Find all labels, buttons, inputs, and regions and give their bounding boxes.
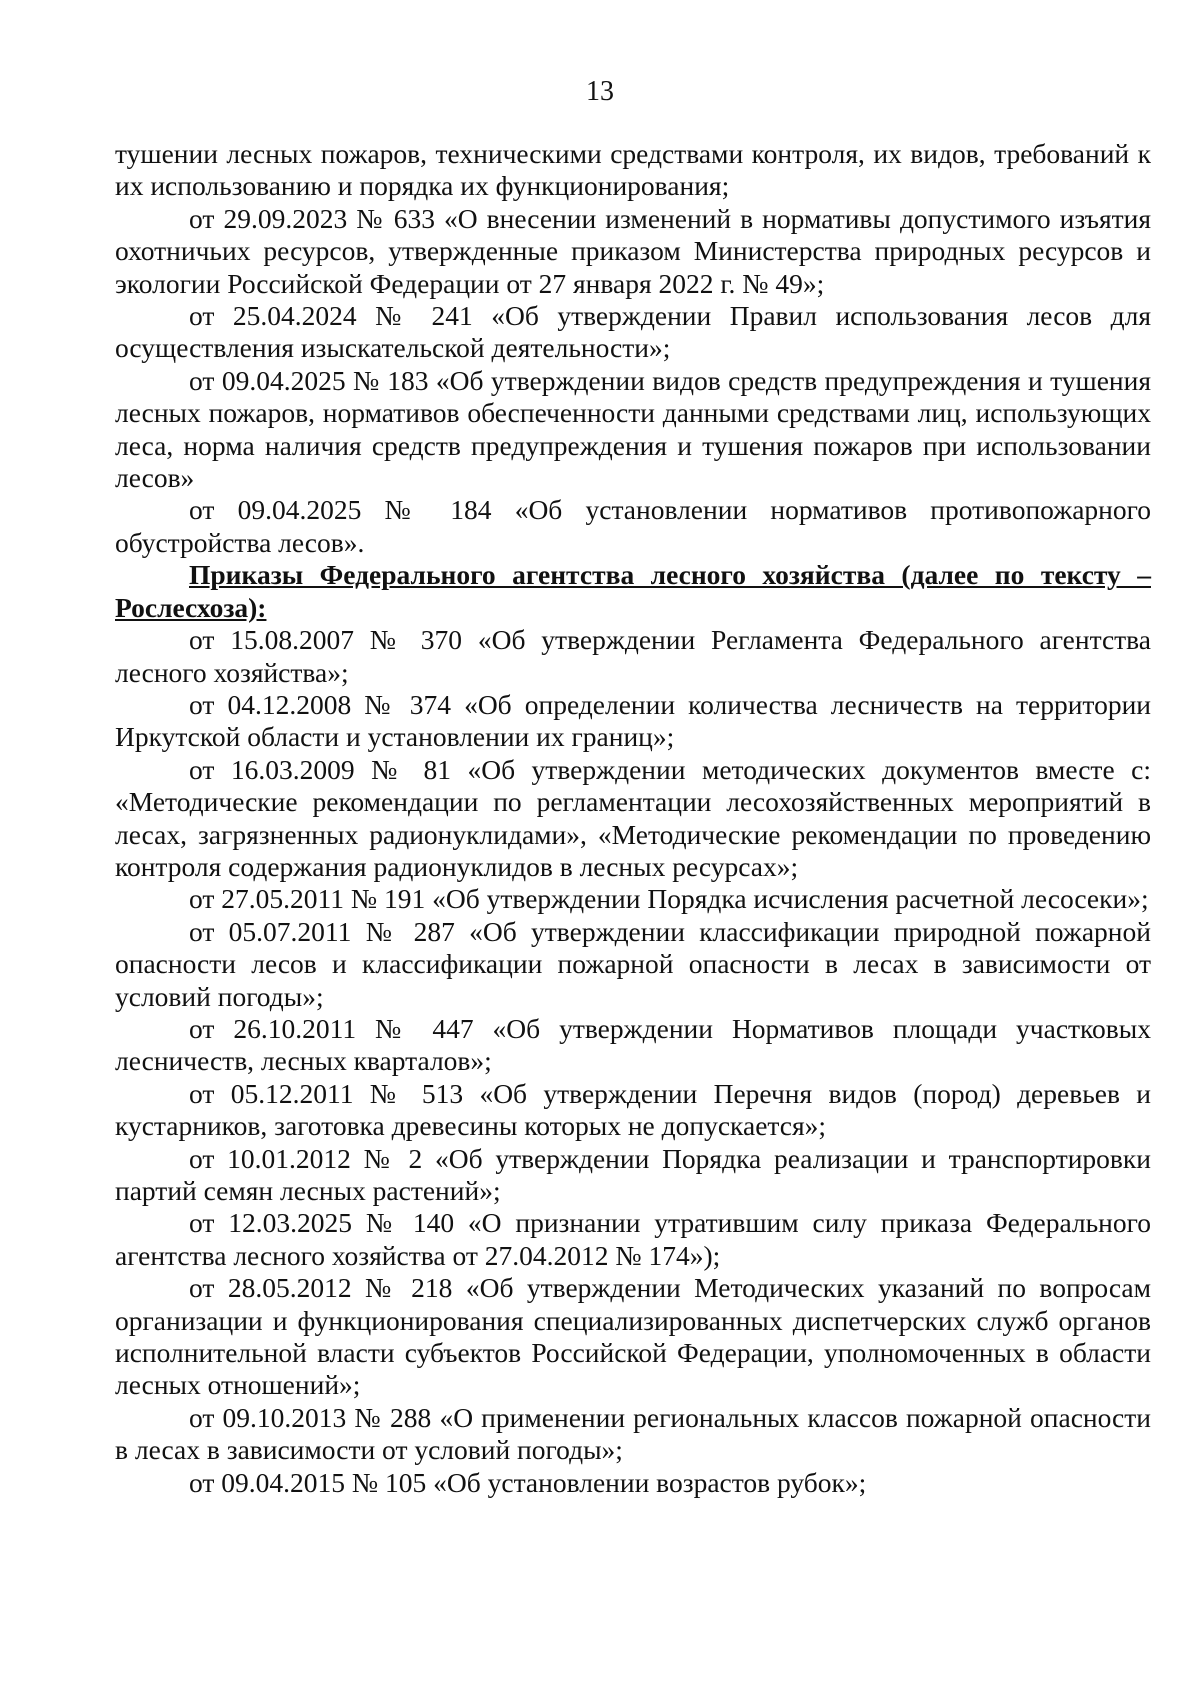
list-item: от 09.04.2025 № 183 «Об утверждении видов средств предупреждения и тушения лесных пожаров, нормативов обеспеченности данными средствами лиц, использующих леса, норма наличия средств предупреждения и тушения пожаров при использовании лесов» bbox=[115, 364, 1151, 494]
list-item: от 09.10.2013 № 288 «О применении региональных классов пожарной опасности в лесах в зависимости от условий погоды»; bbox=[115, 1401, 1151, 1466]
list-item: от 05.12.2011 № 513 «Об утверждении Перечня видов (пород) деревьев и кустарников, заготовка древесины которых не допускается»; bbox=[115, 1077, 1151, 1142]
section-heading: Приказы Федерального агентства лесного хозяйства (далее по тексту – Рослесхоза): bbox=[115, 559, 1151, 623]
list-item: от 27.05.2011 № 191 «Об утверждении Порядка исчисления расчетной лесосеки»; bbox=[189, 883, 1149, 915]
list-item: от 16.03.2009 № 81 «Об утверждении методических документов вместе с: «Методические рекомендации по регламентации лесохозяйственных мероприятий в лесах, загрязненных радионуклидами», «Методические рекомендации по проведению контроля содержания радионуклидов в лесных ресурсах»; bbox=[115, 753, 1151, 882]
list-item: от 10.01.2012 № 2 «Об утверждении Порядка реализации и транспортировки партий семян лесных растений»; bbox=[115, 1142, 1151, 1206]
list-item: от 29.09.2023 № 633 «О внесении изменений в нормативы допустимого изъятия охотничьих ресурсов, утвержденные приказом Министерства природных ресурсов и экологии Российской Федерации от 27 января 2022 г. № 49»; bbox=[115, 202, 1151, 299]
list-item: от 05.07.2011 № 287 «Об утверждении классификации природной пожарной опасности лесов и классификации пожарной опасности в лесах в зависимости от условий погоды»; bbox=[115, 915, 1151, 1012]
document-body bbox=[115, 138, 1151, 1499]
list-item: от 12.03.2025 № 140 «О признании утратившим силу приказа Федерального агентства лесного хозяйства от 27.04.2012 № 174»); bbox=[115, 1207, 1151, 1271]
list-item: от 28.05.2012 № 218 «Об утверждении Методических указаний по вопросам организации и функционирования специализированных диспетчерских служб органов исполнительной власти субъектов Российской Федерации, уполномоченных в области лесных отношений»; bbox=[115, 1272, 1151, 1401]
list-item: от 26.10.2011 № 447 «Об утверждении Нормативов площади участковых лесничеств, лесных кварталов»; bbox=[115, 1012, 1151, 1077]
page-number: 13 bbox=[586, 76, 614, 107]
list-item: от 09.04.2025 № 184 «Об установлении нормативов противопожарного обустройства лесов». bbox=[115, 494, 1151, 558]
list-item: от 15.08.2007 № 370 «Об утверждении Регламента Федерального агентства лесного хозяйства»; bbox=[115, 624, 1151, 688]
paragraph-continuation: тушении лесных пожаров, техническими средствами контроля, их видов, требований к их использованию и порядка их функционирования; bbox=[115, 138, 1151, 202]
list-item: от 25.04.2024 № 241 «Об утверждении Правил использования лесов для осуществления изыскательской деятельности»; bbox=[115, 300, 1151, 364]
list-item: от 09.04.2015 № 105 «Об установлении возрастов рубок»; bbox=[189, 1466, 867, 1498]
list-item: от 04.12.2008 № 374 «Об определении количества лесничеств на территории Иркутской области и установлении их границ»; bbox=[115, 688, 1151, 753]
